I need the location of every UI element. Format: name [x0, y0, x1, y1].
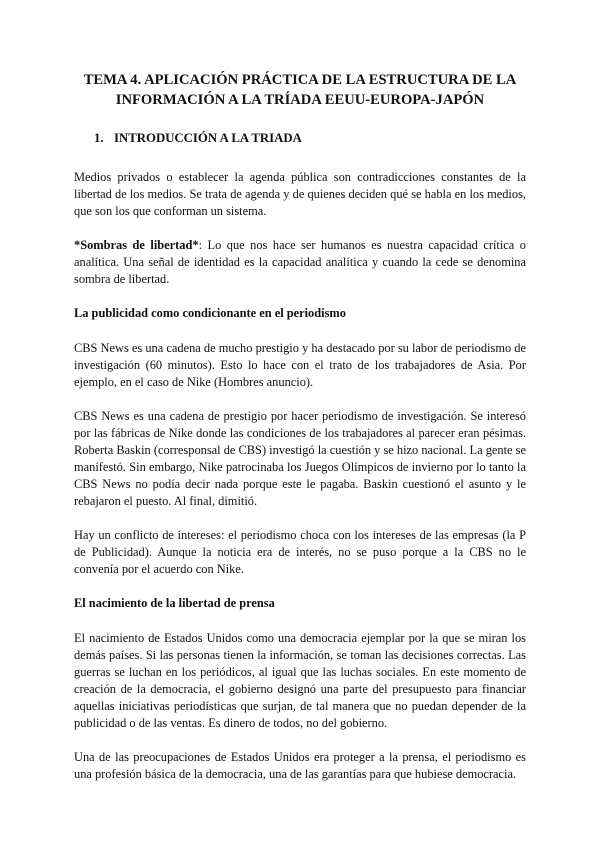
sombras-de-libertad-term: *Sombras de libertad*	[74, 238, 199, 252]
paragraph-conflicto-intereses: Hay un conflicto de intereses: el periodismo choca con los intereses de las empresas (la P de Publicidad). Aunque la noticia era de interés, no se puso porque a la CBS no le convenía por el acuerdo con Nike.	[74, 528, 526, 576]
paragraph-cbs-news-prestigio: CBS News es una cadena de mucho prestigio y ha destacado por su labor de periodismo de investigación (60 minutos). Esto lo hace con el trato de los trabajadores de Asia. Por ejemplo, en el caso de Nike (Hombres anuncio).	[74, 341, 526, 389]
section-heading-text: INTRODUCCIÓN A LA TRIADA	[114, 131, 302, 145]
sombras-de-libertad-definition: : Lo que nos hace ser humanos es nuestra capacidad crítica o analítica. Una señal de identidad es la capacidad analítica y cuando la cede se denomina sombra de libertad.	[74, 238, 526, 286]
paragraph-proteger-prensa: Una de las preocupaciones de Estados Unidos era proteger a la prensa, el periodismo es una profesión básica de la democracia, una de las garantías para que hubiese democracia.	[74, 750, 526, 781]
section-number: 1.	[94, 131, 104, 145]
paragraph-medios-privados: Medios privados o establecer la agenda pública son contradicciones constantes de la libertad de los medios. Se trata de agenda y de quienes deciden qué se habla en los medios, que son los que conforman un sistema.	[74, 170, 526, 218]
paragraph-sombras-de-libertad	[74, 237, 526, 288]
paragraph-nacimiento-estados-unidos: El nacimiento de Estados Unidos como una democracia ejemplar por la que se miran los demás países. Si las personas tienen la información, se toman las decisiones correctas. Las guerras se luchan en los periódicos, al igual que las luchas sociales. En este momento de creación de la democracia, el gobierno designó una parte del presupuesto para financiar aquellas iniciativas periodísticas que surjan, de tal manera que no puedan depender de la publicidad o de las ventas. Es dinero de todos, no del gobierno.	[74, 631, 526, 730]
document-title: TEMA 4. APLICACIÓN PRÁCTICA DE LA ESTRUCTURA DE LA INFORMACIÓN A LA TRÍADA EEUU-EUROPA-JAPÓN	[83, 72, 517, 108]
section-heading-introduccion	[94, 130, 526, 147]
subheading-publicidad: La publicidad como condicionante en el periodismo	[74, 306, 346, 320]
subheading-nacimiento-libertad-prensa: El nacimiento de la libertad de prensa	[74, 596, 275, 610]
paragraph-cbs-news-nike: CBS News es una cadena de prestigio por hacer periodismo de investigación. Se interesó por las fábricas de Nike donde las condiciones de los trabajadores al parecer eran pésimas. Roberta Baskin (corresponsal de CBS) investigó la cuestión y se hizo nacional. La gente se manifestó. Sin embargo, Nike patrocinaba los Juegos Olímpicos de invierno por lo tanto la CBS News no podía decir nada porque este le pagaba. Baskin cuestionó el asunto y le rebajaron el puesto. Al final, dimitió.	[74, 409, 526, 508]
